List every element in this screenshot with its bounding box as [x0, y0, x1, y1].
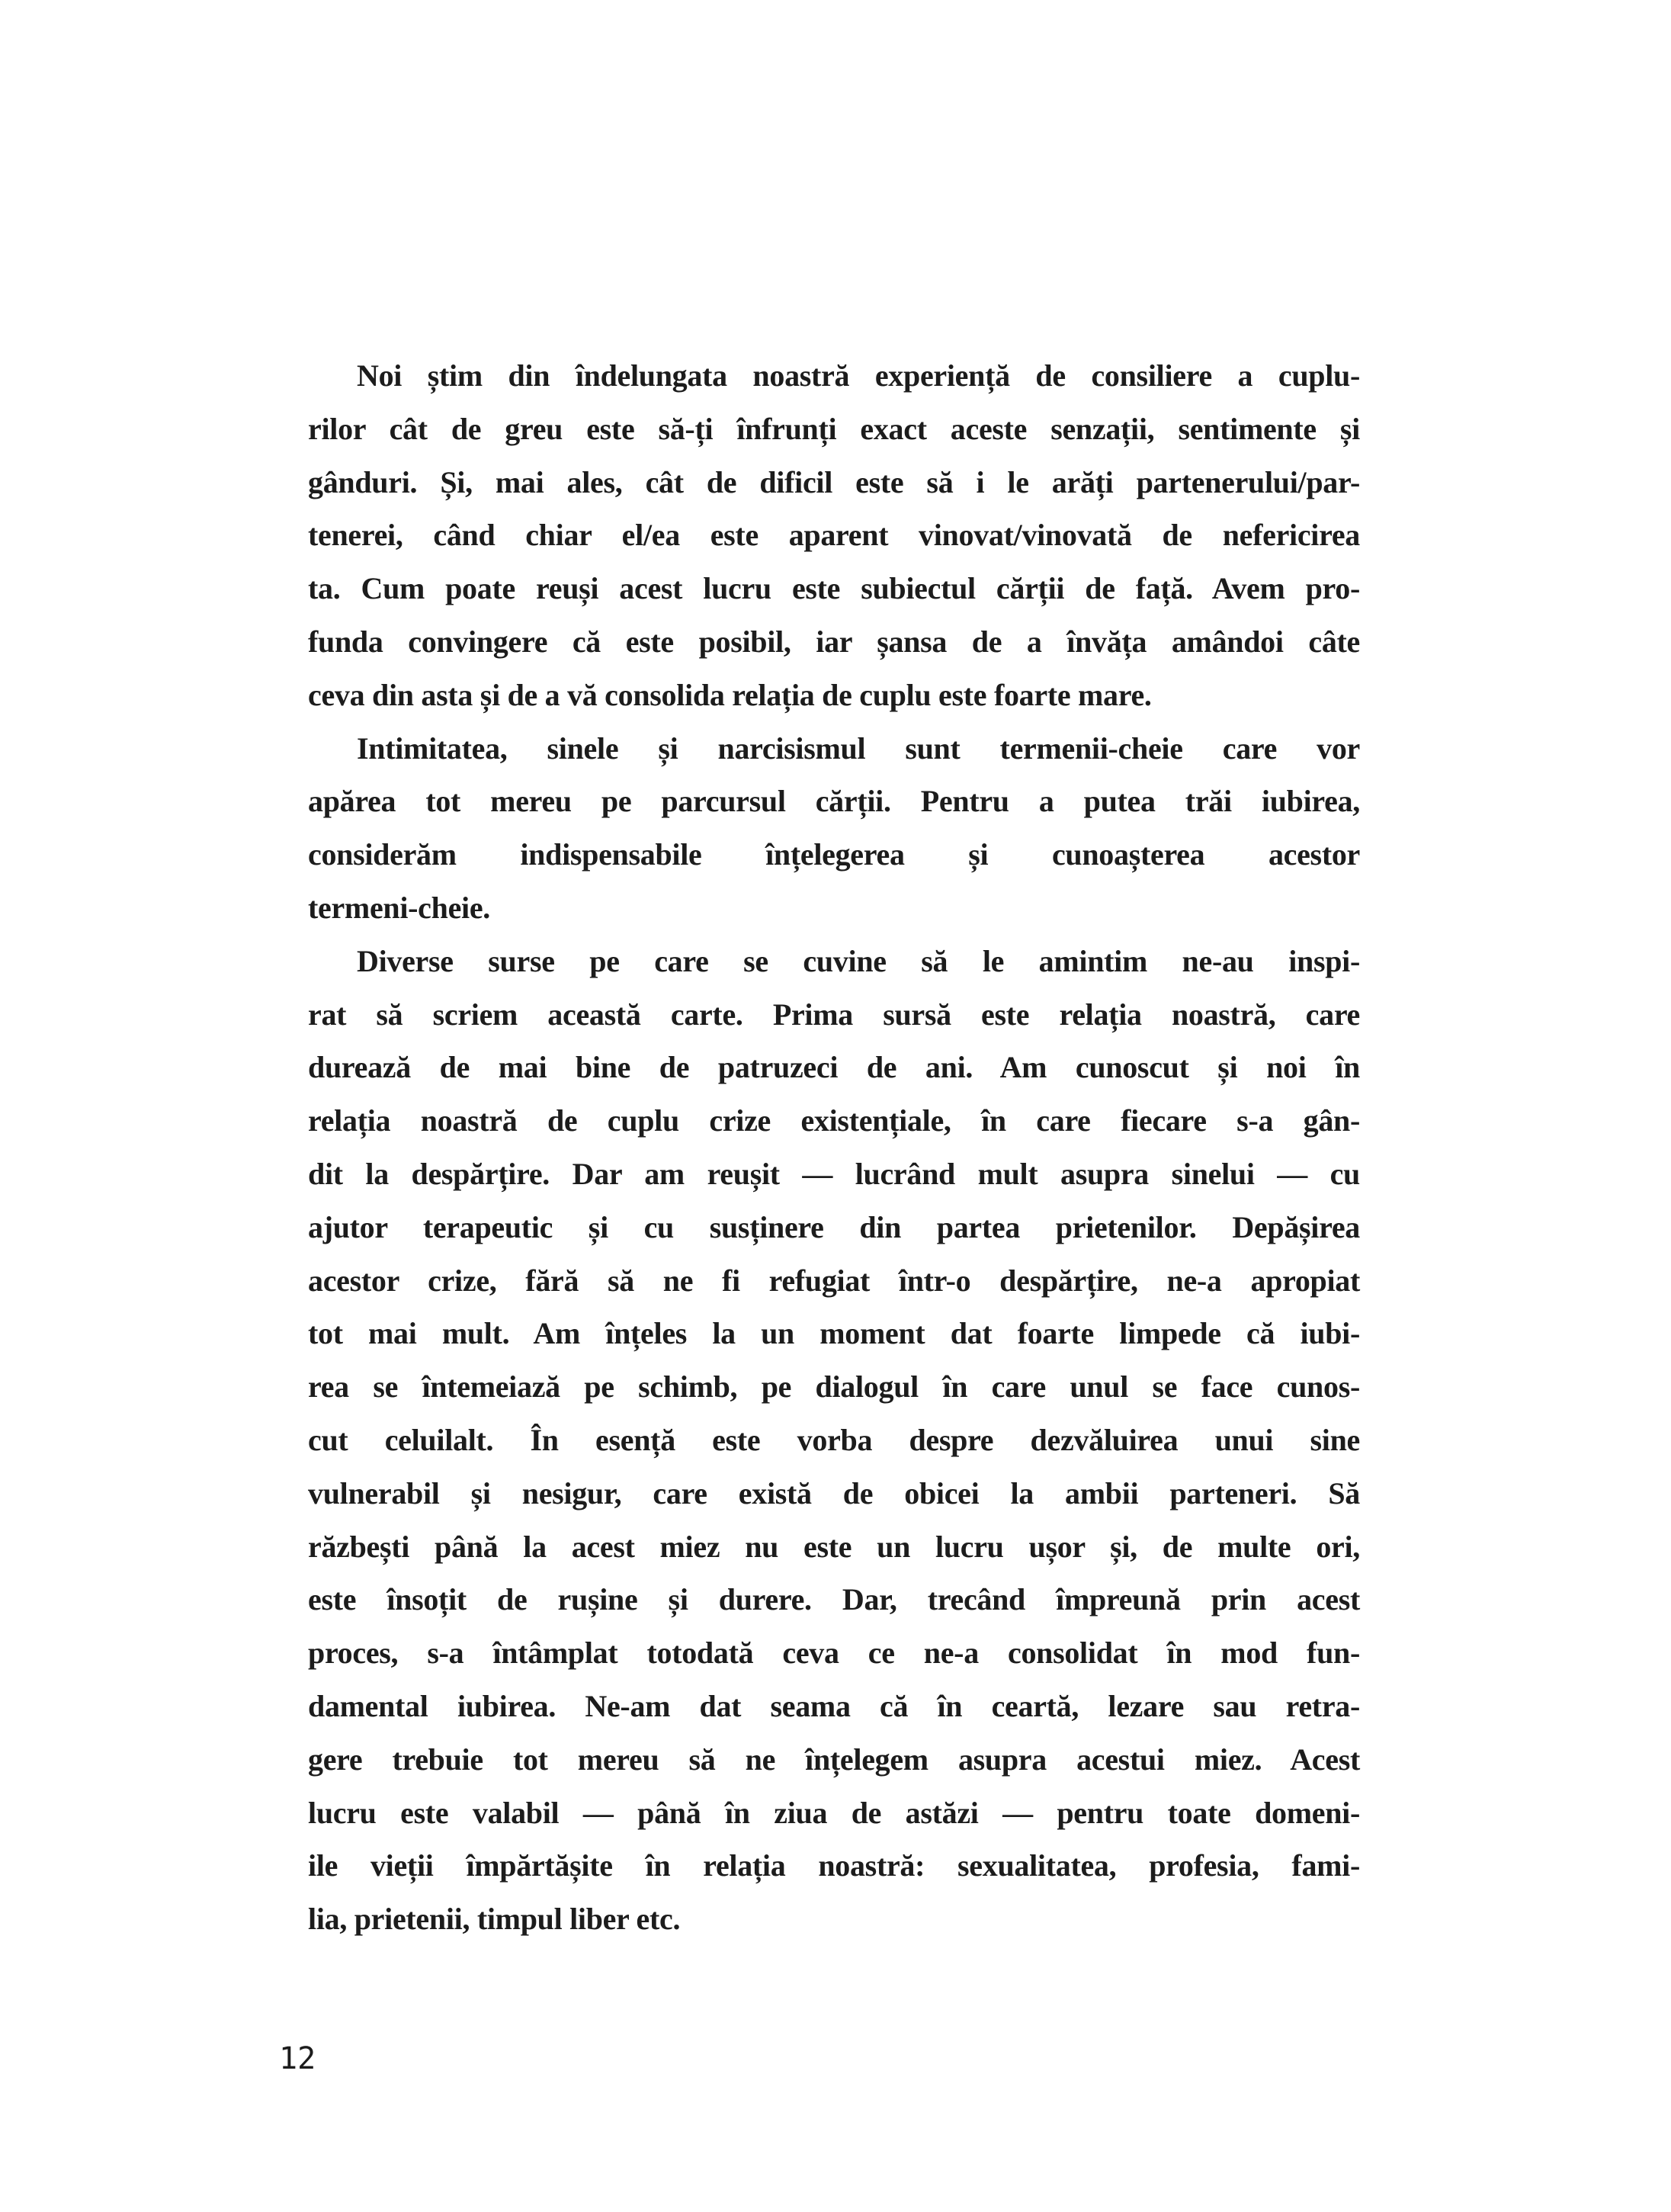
text-line: damental iubirea. Ne-am dat seama că în ceartă, lezare sau retra- — [308, 1688, 1360, 1723]
text-line: durează de mai bine de patruzeci de ani. Am cunoscut și noi în — [308, 1050, 1360, 1085]
text-line: tenerei, când chiar el/ea este aparent vinovat/vinovată de nefericirea — [308, 518, 1360, 553]
text-line: lucru este valabil — până în ziua de astăzi — pentru toate domeni- — [308, 1795, 1360, 1830]
text-line: rilor cât de greu este să-ți înfrunți exact aceste senzații, sentimente și — [308, 411, 1360, 446]
text-line: ceva din asta și de a vă consolida relația de cuplu este foarte mare. — [308, 677, 1152, 712]
page-number: 12 — [279, 2041, 316, 2076]
text-line: acestor crize, fără să ne fi refugiat într-o despărțire, ne-a apropiat — [308, 1263, 1360, 1298]
text-line: lia, prietenii, timpul liber etc. — [308, 1902, 681, 1937]
text-line: Intimitatea, sinele și narcisismul sunt termenii-cheie care vor — [357, 730, 1360, 766]
text-line: cut celuilalt. În esență este vorba despre dezvăluirea unui sine — [308, 1422, 1360, 1457]
text-line: relația noastră de cuplu crize existențiale, în care fiecare s-a gân- — [308, 1103, 1360, 1138]
text-line: gere trebuie tot mereu să ne înțelegem asupra acestui miez. Acest — [308, 1742, 1360, 1777]
page-text-block — [308, 349, 1360, 1946]
text-line: Diverse surse pe care se cuvine să le amintim ne-au inspi- — [357, 943, 1360, 978]
text-line: ajutor terapeutic și cu susținere din partea prietenilor. Depășirea — [308, 1209, 1360, 1244]
text-line: este însoțit de rușine și durere. Dar, trecând împreună prin acest — [308, 1582, 1360, 1617]
text-line: răzbești până la acest miez nu este un lucru ușor și, de multe ori, — [308, 1529, 1360, 1564]
text-line: rat să scriem această carte. Prima sursă este relația noastră, care — [308, 997, 1360, 1032]
text-line: rea se întemeiază pe schimb, pe dialogul în care unul se face cunos- — [308, 1369, 1360, 1405]
text-line: tot mai mult. Am înțeles la un moment dat foarte limpede că iubi- — [308, 1316, 1360, 1351]
text-line: proces, s-a întâmplat totodată ceva ce ne-a consolidat în mod fun- — [308, 1636, 1360, 1671]
text-line: vulnerabil și nesigur, care există de obicei la ambii parteneri. Să — [308, 1475, 1360, 1511]
text-line: ta. Cum poate reuși acest lucru este subiectul cărții de față. Avem pro- — [308, 571, 1360, 606]
text-line: Noi știm din îndelungata noastră experiență de consiliere a cuplu- — [357, 358, 1360, 393]
text-line: dit la despărțire. Dar am reușit — lucrând mult asupra sinelui — cu — [308, 1156, 1360, 1191]
text-line: ile vieții împărtășite în relația noastră: sexualitatea, profesia, fami- — [308, 1848, 1360, 1883]
text-line: gânduri. Și, mai ales, cât de dificil este să i le arăți partenerului/par- — [308, 464, 1360, 499]
text-line: funda convingere că este posibil, iar șansa de a învăța amândoi câte — [308, 624, 1360, 659]
text-line: apărea tot mereu pe parcursul cărții. Pentru a putea trăi iubirea, — [308, 784, 1360, 819]
text-line: termeni-cheie. — [308, 890, 491, 925]
text-line: considerăm indispensabile înțelegerea și cunoașterea acestor — [308, 837, 1360, 872]
